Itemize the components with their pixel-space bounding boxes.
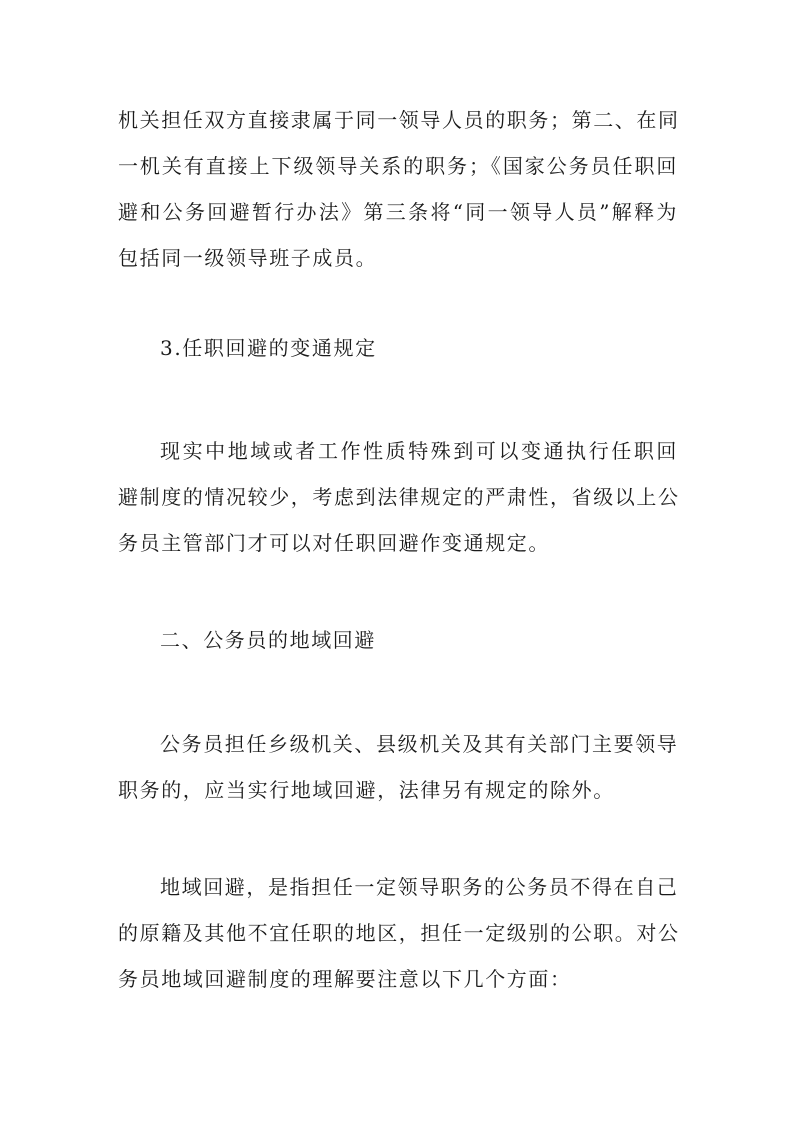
paragraph-line: 避制度的情况较少，考虑到法律规定的严肃性，省级以上公 (118, 485, 680, 509)
paragraph-line: 的原籍及其他不宜任职的地区，担任一定级别的公职。对公 (118, 921, 680, 945)
section-heading: 二、公务员的地域回避 (160, 628, 376, 652)
paragraph-line: 务员地域回避制度的理解要注意以下几个方面： (118, 967, 572, 991)
paragraph-line: 避和公务回避暂行办法》第三条将“同一领导人员”解释为 (118, 200, 678, 224)
paragraph-line: 机关担任双方直接隶属于同一领导人员的职务；第二、在同 (118, 108, 680, 132)
paragraph-line: 公务员担任乡级机关、县级机关及其有关部门主要领导 (160, 732, 679, 756)
paragraph-line: 务员主管部门才可以对任职回避作变通规定。 (118, 531, 550, 555)
paragraph-line: 职务的，应当实行地域回避，法律另有规定的除外。 (118, 778, 615, 802)
paragraph-line: 现实中地域或者工作性质特殊到可以变通执行任职回 (160, 439, 678, 463)
paragraph-line: 地域回避，是指担任一定领导职务的公务员不得在自己 (160, 875, 679, 899)
paragraph-line: 包括同一级领导班子成员。 (118, 246, 378, 270)
paragraph-line: 一机关有直接上下级领导关系的职务；《国家公务员任职回 (118, 154, 678, 178)
section-heading: 3.任职回避的变通规定 (160, 336, 377, 360)
